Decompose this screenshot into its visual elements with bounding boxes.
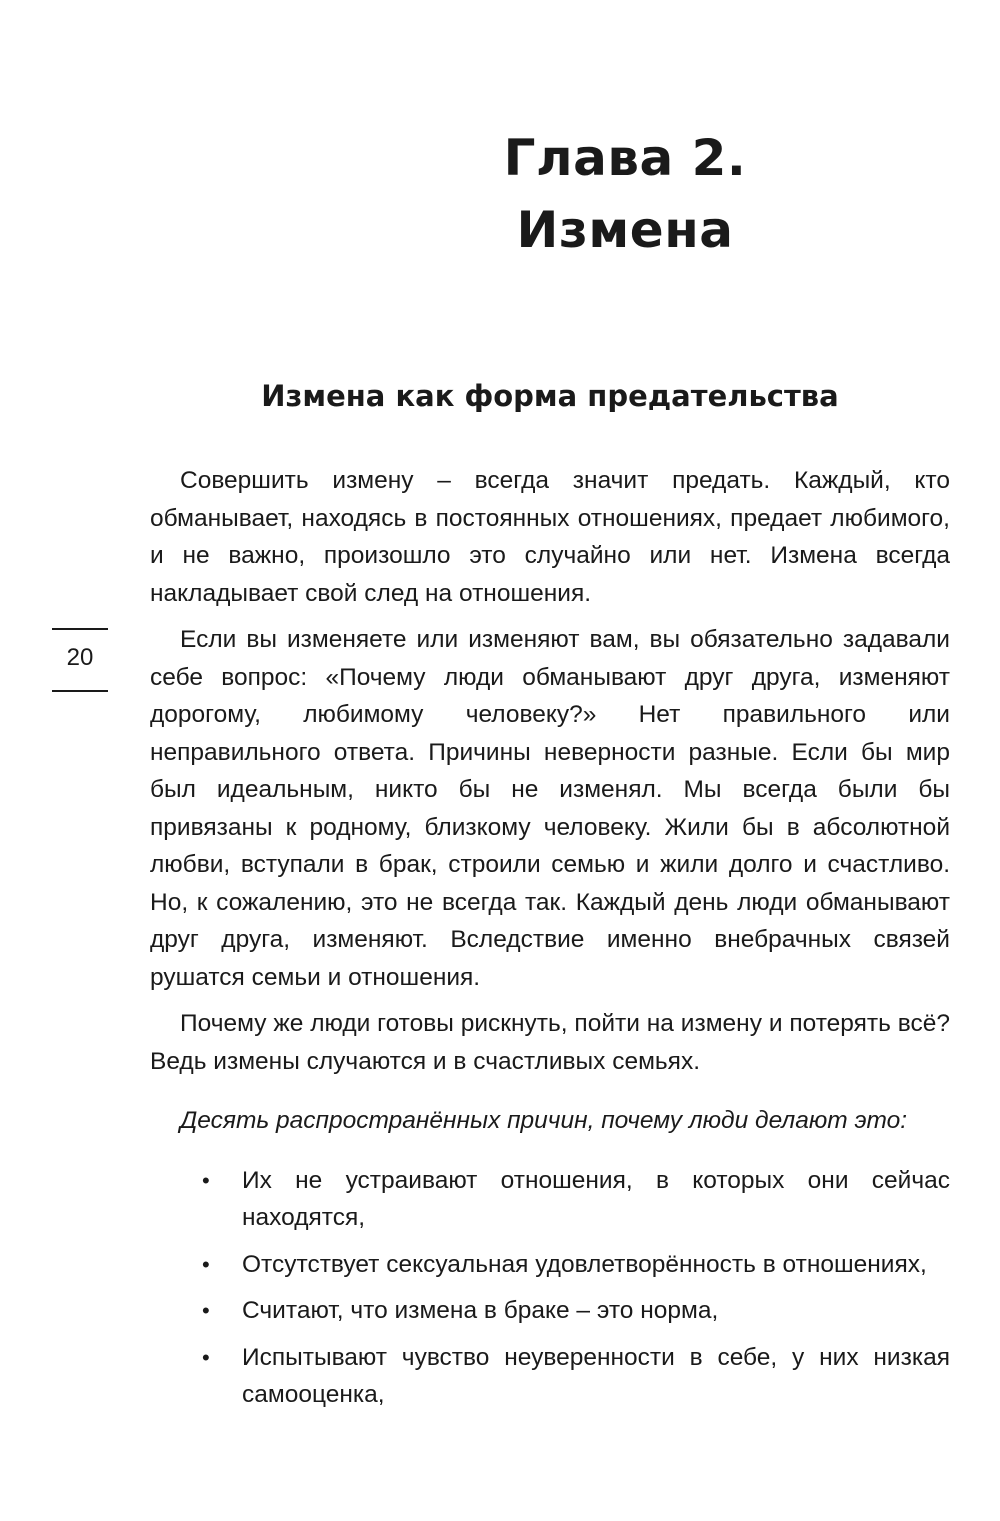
list-item-text: Считают, что измена в браке – это норма,: [242, 1297, 719, 1324]
list-item-text: Отсутствует сексуальная удовлетворённость в отношениях,: [242, 1250, 927, 1278]
paragraph: Совершить измену – всегда значит предать. Каждый, кто обманывает, находясь в постоянных отношениях, предает любимого, и не важно, произошло это случайно или нет. Измена всегда накладывает свой след на отношения.: [150, 467, 950, 607]
bullet-icon: •: [202, 1298, 210, 1323]
list-item-text: Их не устраивают отношения, в которых они сейчас находятся,: [242, 1166, 950, 1231]
list-item: [150, 1339, 950, 1414]
page-number-rule-bottom: [52, 690, 108, 692]
list-item: [150, 1292, 950, 1330]
page-number-rule-top: [52, 628, 108, 630]
list-item: [150, 1162, 950, 1237]
reasons-list: [150, 1162, 950, 1414]
page-number: 20: [66, 644, 94, 671]
chapter-title: [300, 122, 950, 266]
body-text: [150, 462, 950, 1423]
bullet-icon: •: [202, 1344, 210, 1370]
list-item-text: Испытывают чувство неуверенности в себе, у них низкая самооценка,: [242, 1343, 950, 1408]
list-intro: Десять распространённых причин, почему люди делают это:: [180, 1107, 908, 1134]
paragraph: Если вы изменяете или изменяют вам, вы обязательно задавали себе вопрос: «Почему люди обманывают друг друга, изменяют дорогому, любимому человеку?» Нет правильного или неправильного ответа. Причины неверности разные. Если бы мир был идеальным, никто бы не изменял. Мы всегда были бы привязаны к родному, близкому человеку. Жили бы в абсолютной любви, вступали в брак, строили семью и жили долго и счастливо. Но, к сожалению, это не всегда так. Каждый день люди обманывают друг друга, изменяют. Вследствие именно внебрачных связей рушатся семьи и отношения.: [150, 626, 950, 991]
paragraph: Почему же люди готовы рискнуть, пойти на измену и потерять всё? Ведь измены случаются и в счастливых семьях.: [150, 1010, 950, 1075]
chapter-name: Измена: [516, 201, 734, 259]
chapter-number: Глава 2.: [503, 129, 747, 187]
page-number-block: [52, 628, 108, 692]
list-item: [150, 1246, 950, 1284]
section-title: Измена как форма предательства: [261, 379, 839, 413]
bullet-icon: •: [202, 1167, 210, 1193]
bullet-icon: •: [202, 1251, 210, 1277]
